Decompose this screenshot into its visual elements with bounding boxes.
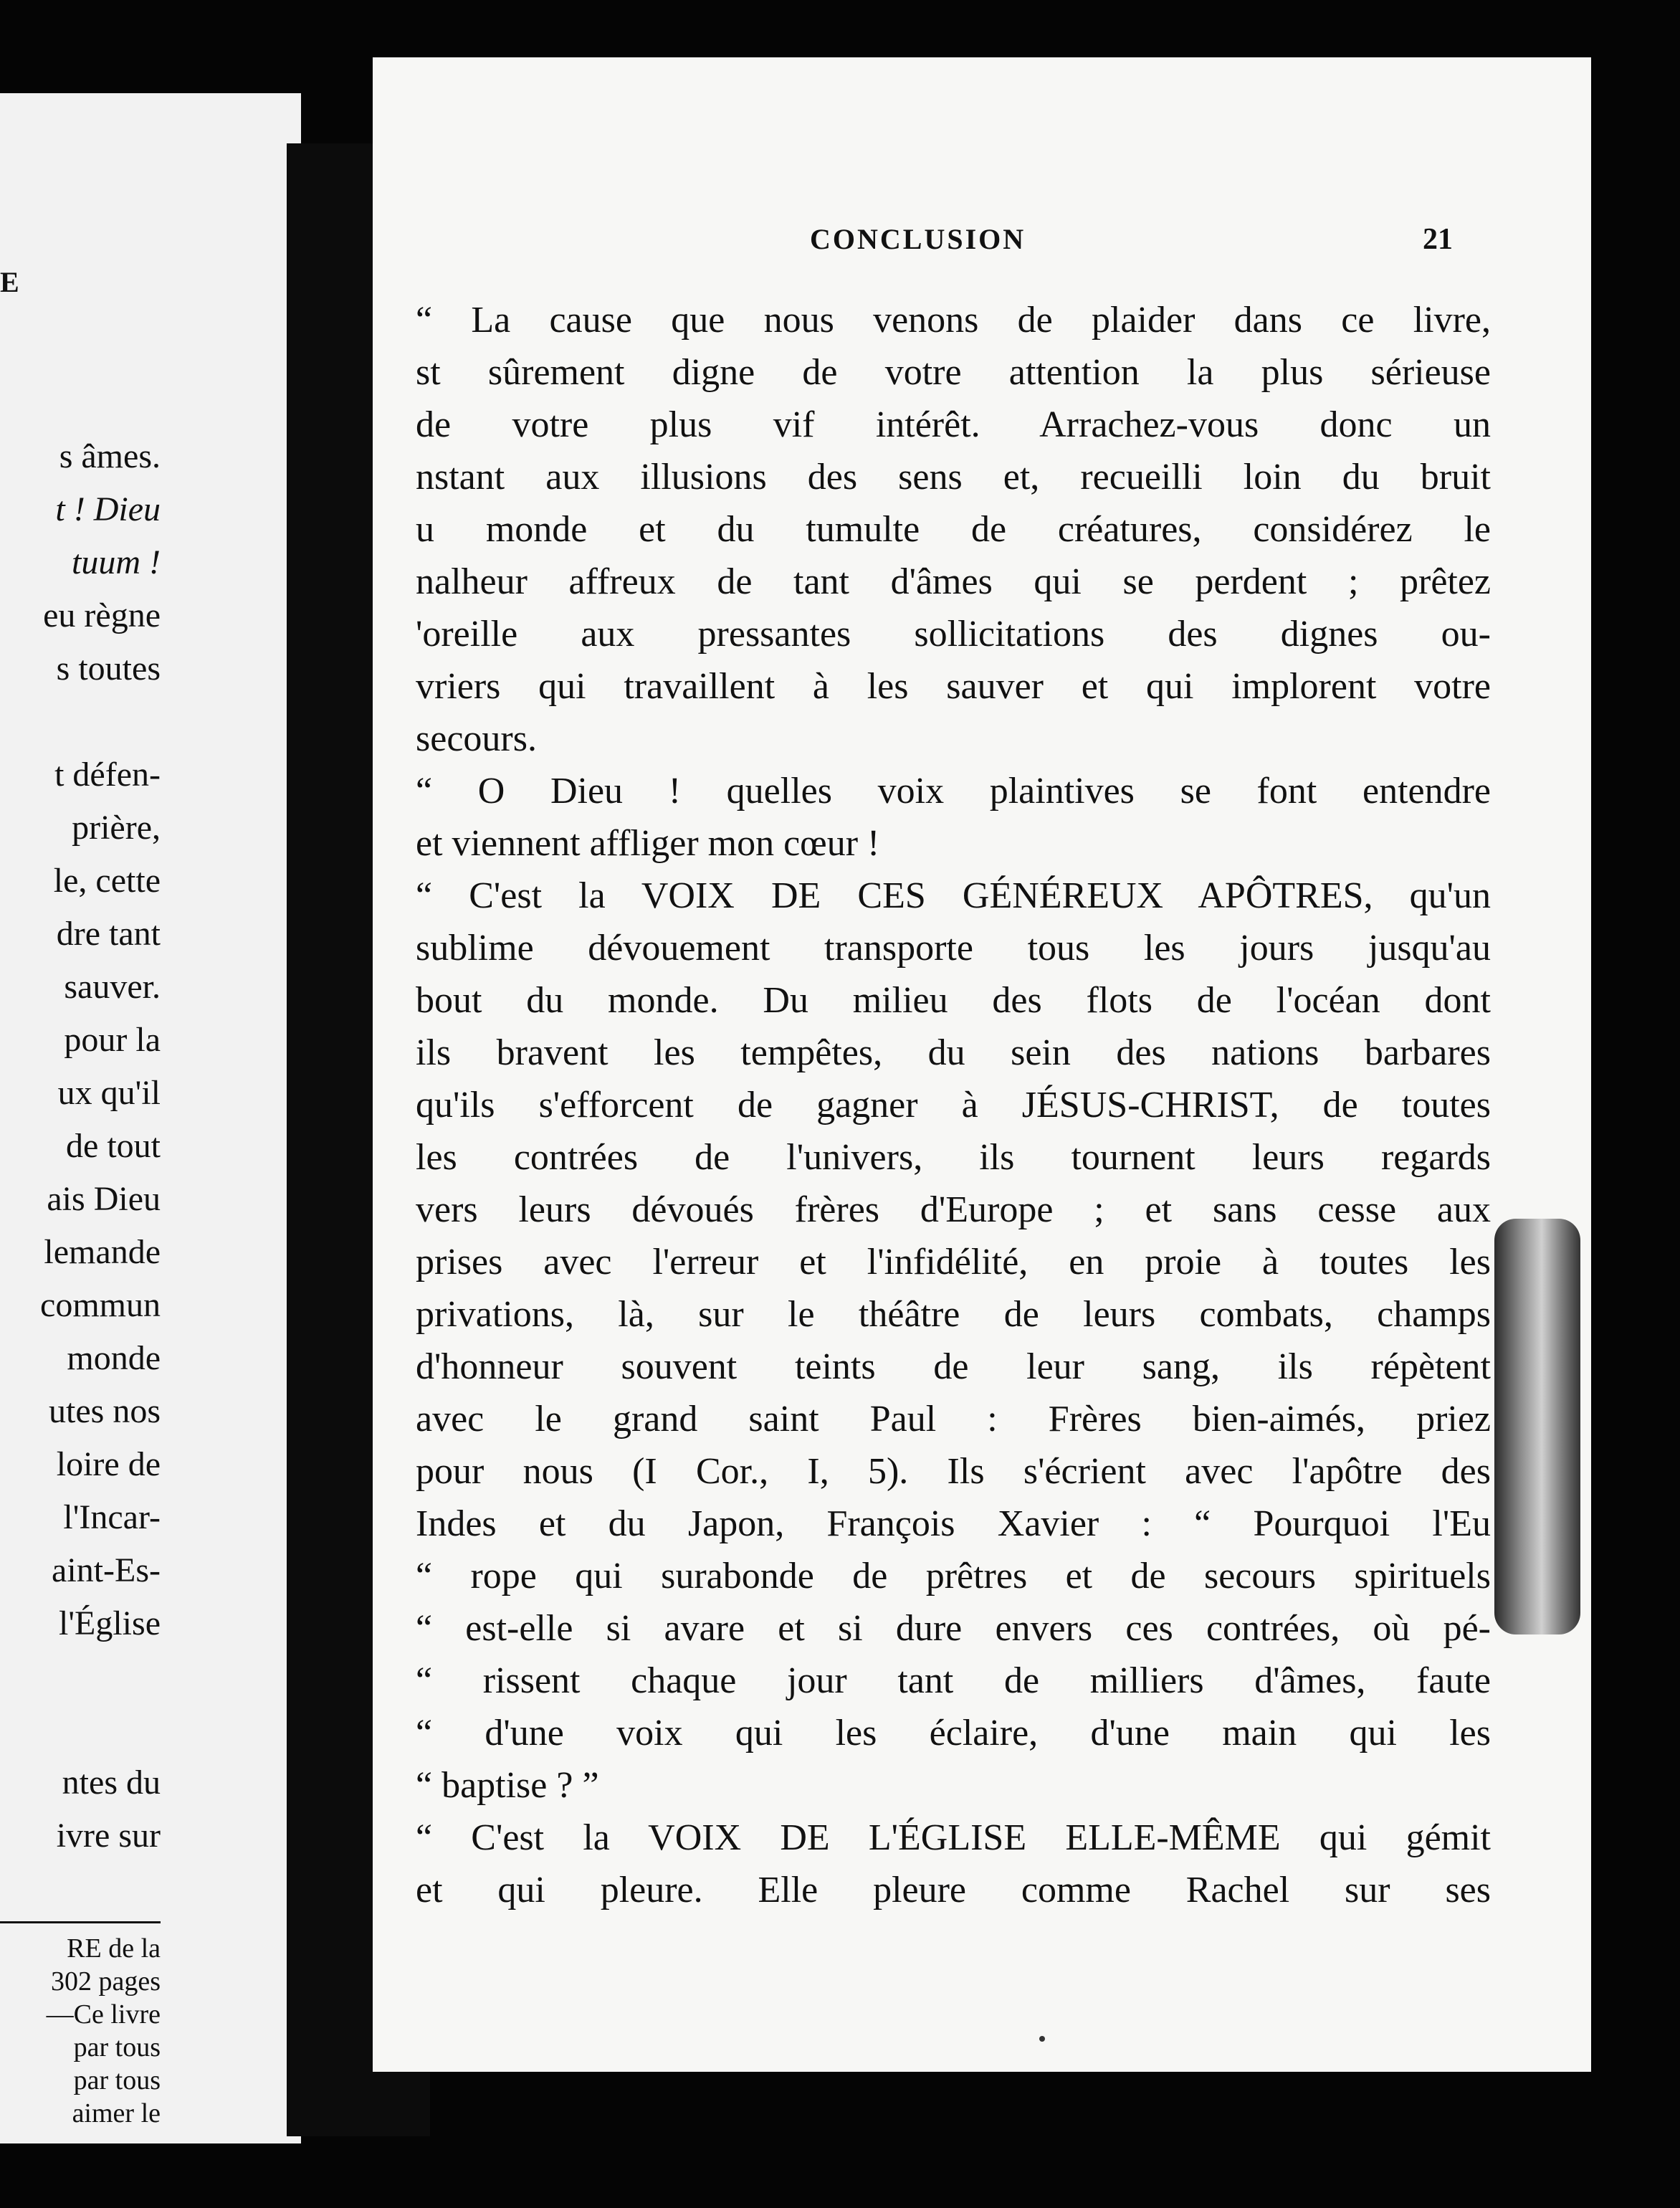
left-line: t défen-: [54, 756, 161, 794]
left-line: utes nos: [49, 1392, 161, 1430]
left-line: l'Église: [59, 1604, 161, 1642]
left-line: de tout: [66, 1127, 161, 1165]
left-line: s toutes: [56, 649, 161, 687]
left-page-header-fragment: E: [0, 266, 21, 298]
left-line: ivre sur: [56, 1817, 161, 1855]
left-line: prière,: [72, 809, 161, 847]
page-clip: [1494, 1219, 1580, 1634]
text-line: pour nous (I Cor., I, 5). Ils s'écrient avec l'apôtre des: [416, 1451, 1491, 1492]
text-line: “ rope qui surabonde de prêtres et de secours spirituels: [416, 1556, 1491, 1596]
text-line: nalheur affreux de tant d'âmes qui se perdent ; prêtez: [416, 561, 1491, 602]
left-page-footnote: [0, 1921, 161, 2130]
text-line: “ baptise ? ”: [416, 1765, 599, 1806]
page-number: 21: [1423, 223, 1453, 256]
text-line: qu'ils s'efforcent de gagner à JÉSUS-CHRIST, de toutes: [416, 1085, 1491, 1126]
text-line: Indes et du Japon, François Xavier : “ Pourquoi l'Eu: [416, 1503, 1491, 1544]
text-line: secours.: [416, 718, 537, 759]
text-line: nstant aux illusions des sens et, recueilli loin du bruit: [416, 457, 1491, 498]
left-line: pour la: [64, 1021, 161, 1059]
text-line: “ est-elle si avare et si dure envers ces contrées, où pé-: [416, 1608, 1491, 1649]
right-page: [373, 57, 1591, 2072]
page-header: [373, 222, 1591, 265]
left-line: [0, 695, 161, 748]
left-page: [0, 93, 301, 2143]
left-line: ntes du: [62, 1764, 161, 1802]
left-line: le, cette: [53, 862, 161, 900]
left-line: loire de: [56, 1445, 161, 1483]
footnote-line: 302 pages: [50, 1966, 161, 1997]
text-line: de votre plus vif intérêt. Arrachez-vous donc un: [416, 404, 1491, 445]
left-line: aint-Es-: [52, 1551, 161, 1589]
left-line: l'Incar-: [63, 1498, 161, 1536]
left-line: monde: [67, 1339, 161, 1377]
text-line: privations, là, sur le théâtre de leurs combats, champs: [416, 1294, 1491, 1335]
left-line: t ! Dieu: [55, 490, 161, 528]
left-line: [0, 1650, 161, 1703]
footnote-line: par tous: [73, 2065, 161, 2095]
text-line: prises avec l'erreur et l'infidélité, en proie à toutes les: [416, 1242, 1491, 1283]
text-line: 'oreille aux pressantes sollicitations des dignes ou-: [416, 614, 1491, 655]
running-title: CONCLUSION: [810, 223, 1026, 255]
text-line: et viennent affliger mon cœur !: [416, 823, 880, 864]
left-line: sauver.: [64, 968, 161, 1006]
text-line: avec le grand saint Paul : Frères bien-aimés, priez: [416, 1399, 1491, 1440]
print-speck: [1039, 2036, 1045, 2042]
text-line: d'honneur souvent teints de leur sang, ils répètent: [416, 1346, 1491, 1387]
text-line: “ rissent chaque jour tant de milliers d'âmes, faute: [416, 1660, 1491, 1701]
text-line: les contrées de l'univers, ils tournent leurs regards: [416, 1137, 1491, 1178]
left-line: ux qu'il: [57, 1074, 161, 1112]
text-line: “ La cause que nous venons de plaider dans ce livre,: [416, 300, 1491, 341]
text-line: “ C'est la VOIX DE L'ÉGLISE ELLE-MÊME qui gémit: [416, 1817, 1491, 1858]
text-line: st sûrement digne de votre attention la plus sérieuse: [416, 352, 1491, 393]
text-line: “ O Dieu ! quelles voix plaintives se font entendre: [416, 771, 1491, 812]
text-line: bout du monde. Du milieu des flots de l'océan dont: [416, 980, 1491, 1021]
left-line: s âmes.: [59, 437, 161, 475]
text-line: et qui pleure. Elle pleure comme Rachel sur ses: [416, 1870, 1491, 1910]
left-line: dre tant: [56, 915, 161, 953]
text-line: vers leurs dévoués frères d'Europe ; et sans cesse aux: [416, 1189, 1491, 1230]
footnote-line: par tous: [73, 2032, 161, 2062]
footnote-line: aimer le: [72, 2098, 161, 2128]
footnote-line: —Ce livre: [46, 1999, 161, 2029]
left-line: [0, 1703, 161, 1756]
page-body: [416, 294, 1491, 1916]
left-line: ais Dieu: [47, 1180, 161, 1218]
text-line: ils bravent les tempêtes, du sein des nations barbares: [416, 1032, 1491, 1073]
left-page-text: [0, 430, 161, 1862]
text-line: sublime dévouement transporte tous les jours jusqu'au: [416, 928, 1491, 969]
left-line: tuum !: [72, 543, 161, 581]
text-line: “ d'une voix qui les éclaire, d'une main qui les: [416, 1713, 1491, 1753]
footnote-line: RE de la: [67, 1933, 161, 1964]
left-line: commun: [40, 1286, 161, 1324]
left-line: lemande: [44, 1233, 161, 1271]
left-line: eu règne: [43, 596, 161, 634]
text-line: vriers qui travaillent à les sauver et qui implorent votre: [416, 666, 1491, 707]
text-line: u monde et du tumulte de créatures, considérez le: [416, 509, 1491, 550]
text-line: “ C'est la VOIX DE CES GÉNÉREUX APÔTRES, qu'un: [416, 875, 1491, 916]
